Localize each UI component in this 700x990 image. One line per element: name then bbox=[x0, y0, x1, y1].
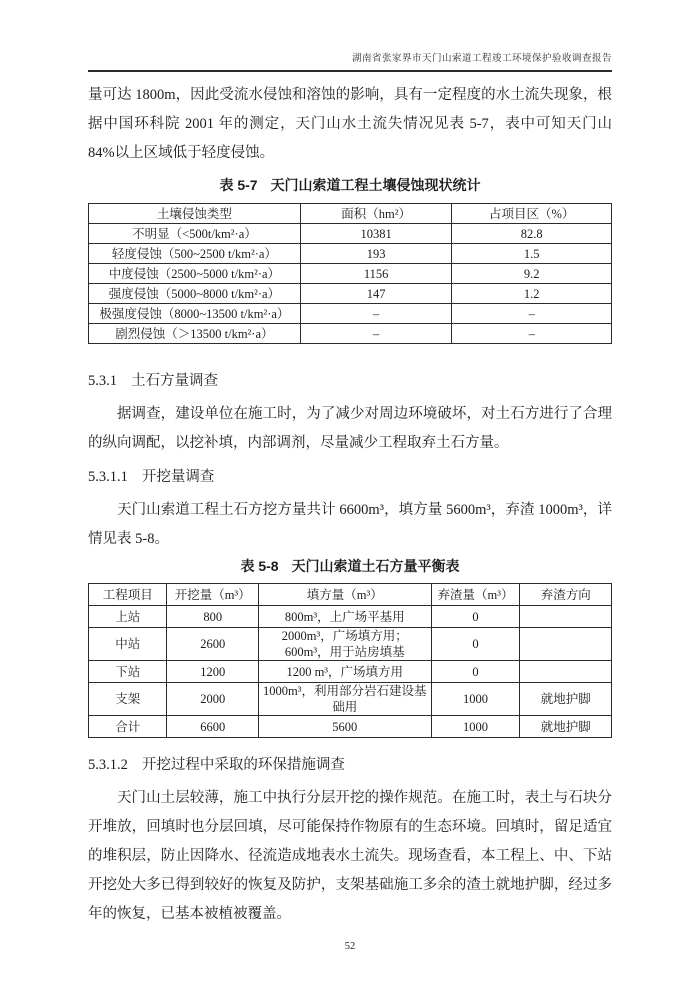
section-title: 土石方量调查 bbox=[131, 373, 218, 389]
table-5-7-caption bbox=[88, 175, 612, 195]
section-title: 开挖量调查 bbox=[141, 469, 215, 485]
table-cell: 支架 bbox=[89, 683, 167, 716]
table-cell bbox=[520, 606, 612, 628]
table-5-7-label: 表 5-7 bbox=[219, 177, 258, 193]
table-cell: 2600 bbox=[167, 628, 259, 661]
table-cell: – bbox=[452, 324, 612, 344]
table-cell: 0 bbox=[431, 606, 520, 628]
table-cell: 9.2 bbox=[452, 264, 612, 284]
table-row bbox=[89, 628, 612, 661]
table-5-8-title: 天门山索道土石方量平衡表 bbox=[291, 558, 460, 574]
table-5-7-title: 天门山索道工程土壤侵蚀现状统计 bbox=[270, 177, 481, 193]
table-row bbox=[89, 661, 612, 683]
table-cell: 0 bbox=[431, 628, 520, 661]
table-header-row bbox=[89, 584, 612, 606]
table-row bbox=[89, 244, 612, 264]
table-cell: 82.8 bbox=[452, 224, 612, 244]
table-row bbox=[89, 284, 612, 304]
section-title: 开挖过程中采取的环保措施调查 bbox=[141, 757, 345, 773]
table-row bbox=[89, 264, 612, 284]
table-cell: 800 bbox=[167, 606, 259, 628]
table-cell: 中站 bbox=[89, 628, 167, 661]
table-row bbox=[89, 716, 612, 738]
table-cell: 800m³，上广场平基用 bbox=[258, 606, 431, 628]
table-cell: 下站 bbox=[89, 661, 167, 683]
table-cell: – bbox=[452, 304, 612, 324]
table-cell: 1.5 bbox=[452, 244, 612, 264]
col-header: 开挖量（m³） bbox=[167, 584, 259, 606]
table-cell: 1200 bbox=[167, 661, 259, 683]
section-number: 5.3.1.1 bbox=[88, 469, 128, 485]
col-header: 面积（hm²） bbox=[300, 204, 452, 224]
paragraph-excavation: 天门山索道工程土石方挖方量共计 6600m³，填方量 5600m³，弃渣 1000m³，详情见表 5-8。 bbox=[88, 502, 612, 547]
table-cell: 中度侵蚀（2500~5000 t/km²·a） bbox=[89, 264, 301, 284]
table-row bbox=[89, 683, 612, 716]
table-cell: 147 bbox=[300, 284, 452, 304]
table-cell: 1.2 bbox=[452, 284, 612, 304]
table-cell: 就地护脚 bbox=[520, 716, 612, 738]
table-cell: 1000m³，利用部分岩石建设基础用 bbox=[258, 683, 431, 716]
col-header: 弃渣方向 bbox=[520, 584, 612, 606]
running-header bbox=[88, 50, 612, 72]
section-heading-5311 bbox=[88, 467, 612, 487]
col-header: 弃渣量（m³） bbox=[431, 584, 520, 606]
paragraph-protection-measures: 天门山土层较薄，施工中执行分层开挖的操作规范。在施工时，表土与石块分开堆放，回填时也分层回填，尽可能保持作物原有的生态环境。回填时，留足适宜的堆积层，防止因降水、径流造成地表水土流失。现场查看，本工程上、中、下站开挖处大多已得到较好的恢复及防护，支架基础施工多余的渣土就地护脚，经过多年的恢复，已基本被植被覆盖。 bbox=[88, 790, 612, 922]
table-cell: 0 bbox=[431, 661, 520, 683]
table-cell bbox=[520, 628, 612, 661]
table-5-8-caption bbox=[88, 556, 612, 576]
table-header-row bbox=[89, 204, 612, 224]
table-row bbox=[89, 606, 612, 628]
col-header: 工程项目 bbox=[89, 584, 167, 606]
section-heading-531 bbox=[88, 371, 612, 391]
table-row bbox=[89, 304, 612, 324]
table-cell: 1200 m³，广场填方用 bbox=[258, 661, 431, 683]
paragraph-erosion-intro: 量可达 1800m，因此受流水侵蚀和溶蚀的影响，具有一定程度的水土流失现象，根据中国环科院 2001 年的测定，天门山水土流失情况见表 5-7，表中可知天门山 84%以上区域低于轻度侵蚀。 bbox=[88, 87, 612, 161]
table-cell: 2000 bbox=[167, 683, 259, 716]
table-5-8-label: 表 5-8 bbox=[240, 558, 279, 574]
soil-erosion-table bbox=[88, 203, 612, 344]
report-title: 湖南省张家界市天门山索道工程竣工环境保护验收调查报告 bbox=[351, 54, 612, 64]
section-number: 5.3.1.2 bbox=[88, 757, 128, 773]
table-cell: 2000m³，广场填方用；600m³，用于站房填基 bbox=[258, 628, 431, 661]
col-header: 占项目区（%） bbox=[452, 204, 612, 224]
table-cell: 剧烈侵蚀（＞13500 t/km²·a） bbox=[89, 324, 301, 344]
table-cell: 1156 bbox=[300, 264, 452, 284]
table-cell: – bbox=[300, 324, 452, 344]
section-number: 5.3.1 bbox=[88, 373, 117, 389]
table-row bbox=[89, 324, 612, 344]
col-header: 填方量（m³） bbox=[258, 584, 431, 606]
table-cell: 1000 bbox=[431, 683, 520, 716]
table-cell: 1000 bbox=[431, 716, 520, 738]
table-row bbox=[89, 224, 612, 244]
table-cell: 强度侵蚀（5000~8000 t/km²·a） bbox=[89, 284, 301, 304]
table-cell: 上站 bbox=[89, 606, 167, 628]
col-header: 土壤侵蚀类型 bbox=[89, 204, 301, 224]
table-cell: 5600 bbox=[258, 716, 431, 738]
table-cell: 轻度侵蚀（500~2500 t/km²·a） bbox=[89, 244, 301, 264]
table-cell: 合计 bbox=[89, 716, 167, 738]
table-cell: 就地护脚 bbox=[520, 683, 612, 716]
table-cell: 193 bbox=[300, 244, 452, 264]
paragraph-survey: 据调查，建设单位在施工时，为了减少对周边环境破坏，对土石方进行了合理的纵向调配，以挖补填，内部调剂，尽量减少工程取弃土石方量。 bbox=[88, 406, 612, 451]
section-heading-5312 bbox=[88, 755, 612, 775]
earthwork-balance-table bbox=[88, 583, 612, 738]
page-number: 52 bbox=[344, 941, 356, 952]
table-cell: 不明显（<500t/km²·a） bbox=[89, 224, 301, 244]
table-cell: 10381 bbox=[300, 224, 452, 244]
table-cell: – bbox=[300, 304, 452, 324]
table-cell bbox=[520, 661, 612, 683]
table-cell: 极强度侵蚀（8000~13500 t/km²·a） bbox=[89, 304, 301, 324]
table-cell: 6600 bbox=[167, 716, 259, 738]
